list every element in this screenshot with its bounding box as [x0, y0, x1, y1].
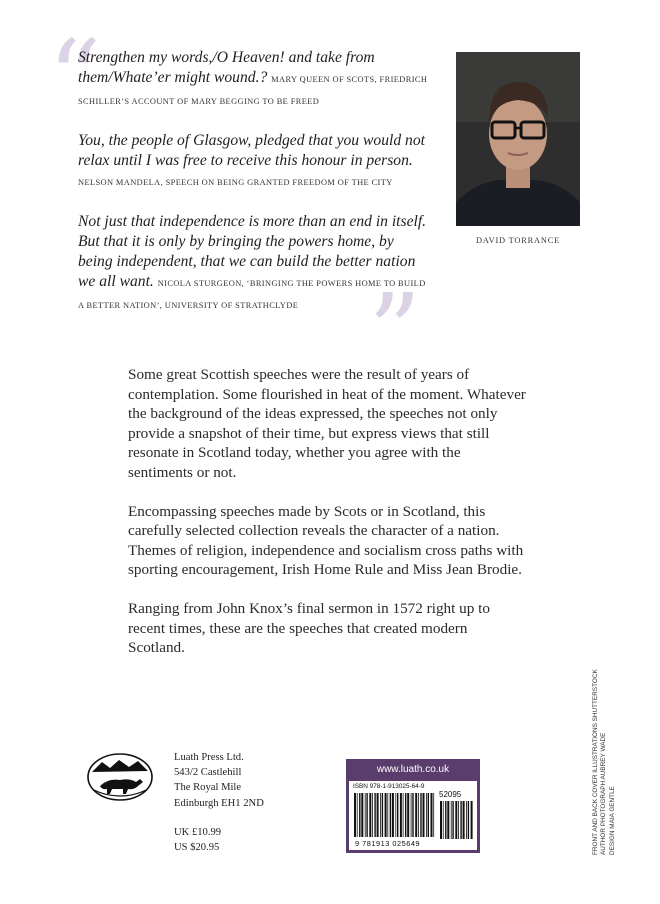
author-photo: [456, 52, 580, 226]
book-blurb: [128, 365, 528, 677]
barcode-bar: [468, 801, 469, 839]
barcode-bar: [385, 793, 387, 837]
barcode-bar: [354, 793, 356, 837]
barcode-bar: [397, 793, 398, 837]
barcode-bar: [415, 793, 417, 837]
barcode-bar: [452, 801, 453, 839]
blurb-paragraph: Encompassing speeches made by Scots or in Scotland, this carefully selected collection reveals the character of a nation. Themes of religion, independence and socialism cross paths with sporting encouragement, Irish Home Rule and Miss Jean Brodie.: [128, 502, 524, 579]
barcode-bar: [433, 793, 434, 837]
barcode-bar: [411, 793, 412, 837]
barcode-bar: [357, 793, 358, 837]
luath-dog-logo-icon: [86, 752, 154, 802]
barcode-bar: [400, 793, 402, 837]
barcode-bar: [361, 793, 363, 837]
quote-attribution: NELSON MANDELA, SPEECH ON BEING GRANTED FREEDOM OF THE CITY: [78, 178, 393, 187]
open-quote-icon: “: [48, 17, 102, 139]
barcode-digits: 9 781913 025649: [355, 839, 421, 848]
barcode-bar: [420, 793, 421, 837]
barcode-bar: [431, 793, 433, 837]
addon-barcode-image: [439, 801, 473, 839]
barcode-bar: [471, 801, 473, 839]
barcode-bar: [451, 801, 452, 839]
credit-line: AUTHOR PHOTOGRAPH AUBREY WADE: [600, 732, 608, 855]
barcode-bar: [395, 793, 396, 837]
barcode-bar: [455, 801, 457, 839]
barcode-bar: [382, 793, 383, 837]
author-caption: DAVID TORRANCE: [475, 236, 561, 245]
barcode-bar: [458, 801, 459, 839]
credit-line: FRONT AND BACK COVER ILLUSTRATIONS SHUTTERSTOCK: [592, 669, 599, 855]
barcode-panel: [346, 759, 480, 853]
ean-barcode-image: [353, 793, 437, 837]
publisher-logo: [86, 752, 154, 802]
barcode-bar: [374, 793, 375, 837]
barcode-bar: [423, 793, 425, 837]
prices: [174, 825, 221, 855]
barcode-bar: [403, 793, 404, 837]
barcode-bar: [365, 793, 366, 837]
address-line: The Royal Mile: [174, 782, 242, 794]
publisher-address: [174, 750, 264, 811]
cover-credits: [592, 669, 617, 855]
quote-text: Strengthen my words,/O Heaven! and take from them/Whate’er might wound.?: [78, 49, 375, 86]
barcode-bar: [426, 793, 427, 837]
barcode-bar: [390, 793, 391, 837]
quote-attribution: NICOLA STURGEON, ‘BRINGING THE POWERS HOME TO BUILD A BETTER NATION’, UNIVERSITY OF STRATHCLYDE: [78, 279, 426, 310]
author-portrait-image: [456, 52, 580, 226]
barcode-bar: [387, 793, 388, 837]
quote-3: [78, 212, 430, 316]
barcode-bar: [380, 793, 381, 837]
barcode-bar: [407, 793, 409, 837]
price-uk: UK £10.99: [174, 827, 222, 838]
barcode-bar: [460, 801, 461, 839]
publisher-name: Luath Press Ltd.: [174, 752, 244, 763]
barcode-area: [349, 781, 477, 850]
barcode-bar: [377, 793, 379, 837]
barcode-bar: [359, 793, 360, 837]
barcode-bar: [428, 793, 429, 837]
quote-2: [78, 131, 430, 193]
blurb-paragraph: Some great Scottish speeches were the result of years of contemplation. Some flourished in heat of the moment. Whatever the background of the ideas expressed, the speeches not only provide a snapshot of their time, but express views that still resonate in Scotland today, whether you agree with the sentiments or not.: [128, 366, 526, 481]
barcode-bar: [418, 793, 419, 837]
barcode-bar: [366, 793, 367, 837]
address-line: Edinburgh EH1 2ND: [174, 797, 264, 809]
quote-1: [78, 48, 430, 112]
barcode-bar: [369, 793, 371, 837]
barcode-bar: [443, 801, 444, 839]
quotes-section: [78, 48, 430, 335]
barcode-bar: [466, 801, 467, 839]
price-code: 52095: [439, 790, 462, 799]
address-line: 543/2 Castlehill: [174, 767, 242, 779]
barcode-bar: [392, 793, 394, 837]
publisher-website: www.luath.co.uk: [376, 764, 450, 775]
close-quote-icon: ”: [368, 271, 422, 393]
barcode-bar: [463, 801, 465, 839]
barcode-bar: [405, 793, 406, 837]
barcode-bar: [440, 801, 442, 839]
price-us: US $20.95: [174, 842, 220, 854]
barcode-bar: [372, 793, 373, 837]
barcode-bar: [447, 801, 449, 839]
quote-attribution: MARY QUEEN OF SCOTS, FRIEDRICH SCHILLER’S ACCOUNT OF MARY BEGGING TO BE FREED: [78, 75, 428, 106]
barcode-bar: [412, 793, 413, 837]
quote-text: Not just that independence is more than an end in itself. But that it is only by bringing the powers home, by being independent, that we can build the better nation we all want.: [78, 213, 427, 290]
quote-text: You, the people of Glasgow, pledged that you would not relax until I was free to receive this honour in person.: [78, 132, 425, 169]
isbn-text: ISBN 978-1-913025-64-9: [353, 783, 425, 790]
credit-line: DESIGN MAIA GENTLE: [608, 786, 616, 855]
barcode-bar: [445, 801, 446, 839]
blurb-paragraph: Ranging from John Knox’s final sermon in 1572 right up to recent times, these are the speeches that created modern Scotland.: [128, 599, 490, 657]
